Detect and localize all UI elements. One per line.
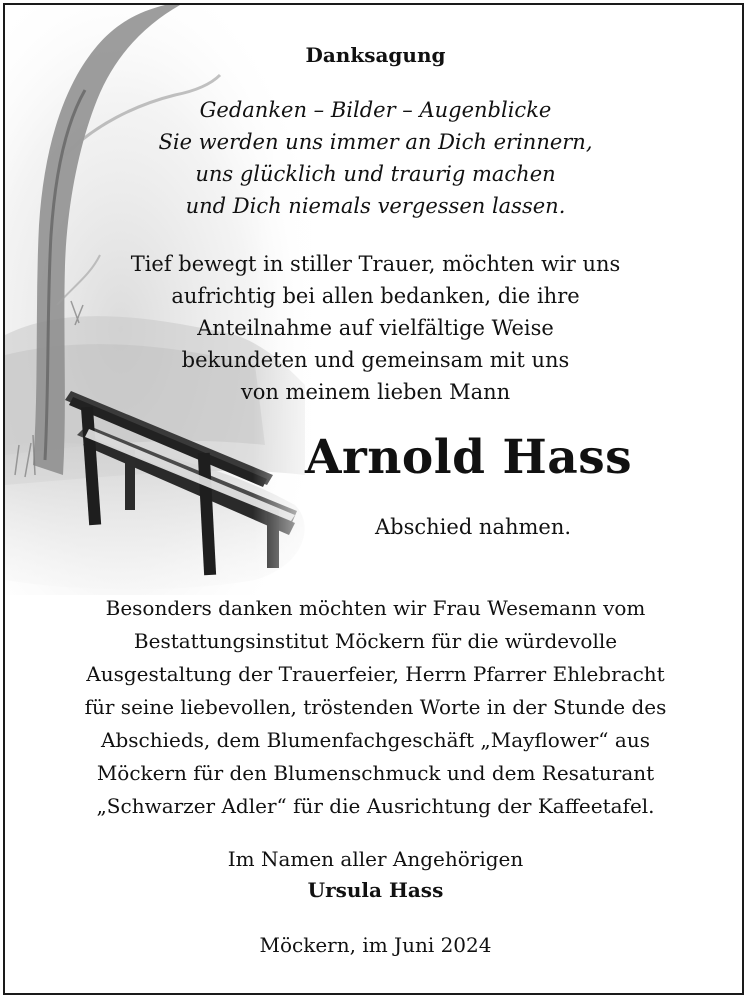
poem-line: uns glücklich und traurig machen — [195, 162, 556, 186]
notice-title: Danksagung — [305, 43, 446, 67]
thanks-line: Bestattungsinstitut Möckern für die würdevolle — [133, 629, 618, 653]
intro-line: aufrichtig bei allen bedanken, die ihre — [171, 284, 580, 308]
obituary-notice — [3, 3, 744, 995]
intro-line: von meinem lieben Mann — [240, 380, 511, 404]
signature-intro: Im Namen aller Angehörigen — [227, 847, 524, 871]
intro-line: Tief bewegt in stiller Trauer, möchten wir uns — [130, 252, 621, 276]
poem-line: Sie werden uns immer an Dich erinnern, — [158, 130, 593, 154]
place-date: Möckern, im Juni 2024 — [259, 933, 492, 957]
thanks-line: Besonders danken möchten wir Frau Wesemann vom — [105, 596, 646, 620]
thanks-line: Möckern für den Blumenschmuck und dem Resaturant — [96, 761, 655, 785]
poem-line: und Dich niemals vergessen lassen. — [185, 194, 566, 218]
farewell-line: Abschied nahmen. — [375, 515, 572, 539]
thanks-line: „Schwarzer Adler“ für die Ausrichtung der Kaffeetafel. — [96, 794, 655, 818]
notice-text — [5, 5, 744, 995]
thanks-line: Abschieds, dem Blumenfachgeschäft „Mayflower“ aus — [101, 728, 650, 752]
thanks-line: für seine liebevollen, tröstenden Worte in der Stunde des — [84, 695, 667, 719]
deceased-name: Arnold Hass — [305, 430, 633, 485]
intro-line: Anteilnahme auf vielfältige Weise — [197, 316, 554, 340]
thanks-line: Ausgestaltung der Trauerfeier, Herrn Pfarrer Ehlebracht — [86, 662, 665, 686]
poem-line: Gedanken – Bilder – Augenblicke — [199, 98, 552, 122]
intro-line: bekundeten und gemeinsam mit uns — [181, 348, 570, 372]
signature-name: Ursula Hass — [307, 878, 444, 902]
